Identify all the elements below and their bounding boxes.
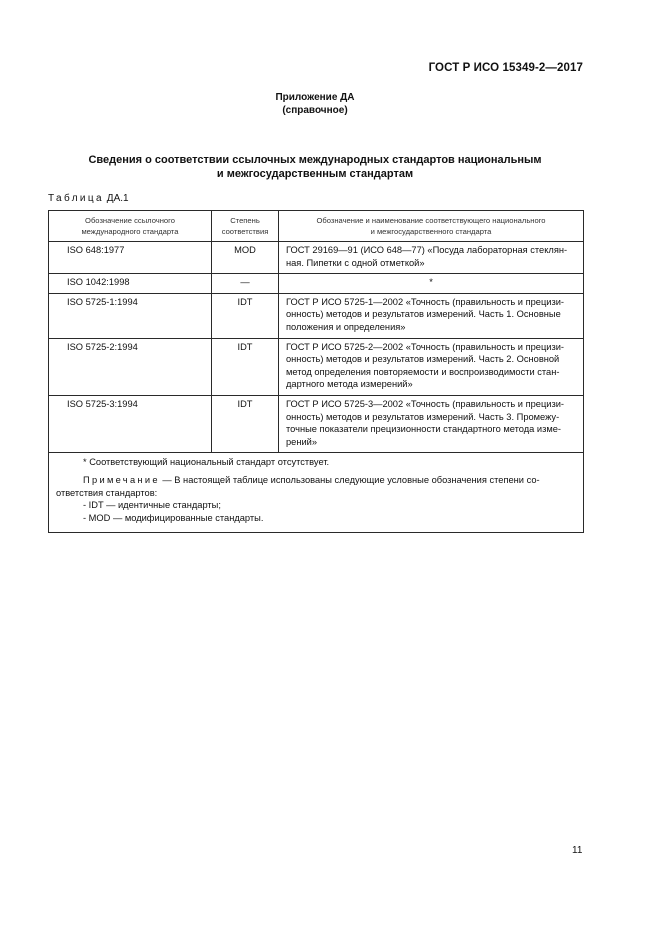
note-item-mod: - MOD — модифицированные стандарты.: [83, 512, 264, 523]
header-text: Степень: [230, 216, 260, 225]
national-standard-cell: [279, 395, 584, 452]
cell-line: положения и определения»: [286, 321, 406, 332]
note-text: — В настоящей таблице использованы следующие условные обозначения степени со-: [159, 474, 540, 485]
cell-line: ГОСТ Р ИСО 5725-3—2002 «Точность (правильность и прецизи-: [286, 398, 565, 409]
table-caption-word: Таблица: [48, 193, 105, 204]
degree-cell: IDT: [212, 338, 279, 395]
note-item-idt: - IDT — идентичные стандарты;: [83, 500, 221, 511]
header-text: и межгосударственного стандарта: [370, 227, 492, 236]
cell-line: ная. Пипетки с одной отметкой»: [286, 257, 425, 268]
reference-cell: ISO 648:1977: [49, 242, 212, 274]
table-row: [49, 395, 584, 452]
reference-cell: ISO 5725-3:1994: [49, 395, 212, 452]
table-footer-row: [49, 453, 584, 533]
table-notes-cell: [49, 453, 584, 533]
page-number: 11: [572, 845, 583, 856]
table-row: [49, 338, 584, 395]
document-code: ГОСТ Р ИСО 15349-2—2017: [428, 62, 583, 74]
header-reference-standard: [49, 211, 212, 242]
table-row: [49, 242, 584, 274]
reference-cell: ISO 5725-1:1994: [49, 293, 212, 338]
correspondence-table: [48, 210, 584, 533]
table-row: [49, 293, 584, 338]
note: [56, 474, 576, 487]
cell-line: рений»: [286, 436, 318, 447]
cell-line: ГОСТ Р ИСО 5725-1—2002 «Точность (правильность и прецизи-: [286, 296, 565, 307]
footnote: * Соответствующий национальный стандарт отсутствует.: [83, 457, 330, 468]
national-standard-cell: [279, 338, 584, 395]
note-text-continued: ответствия стандартов:: [56, 487, 158, 498]
note-label: Примечание: [83, 474, 160, 485]
national-standard-cell: [279, 274, 584, 294]
national-standard-cell: [279, 242, 584, 274]
table-row: [49, 274, 584, 294]
header-text: Обозначение ссылочного: [85, 216, 175, 225]
reference-cell: ISO 1042:1998: [49, 274, 212, 294]
cell-line: онность) методов и результатов измерений. Часть 3. Промежу-: [286, 411, 560, 422]
cell-line: ГОСТ 29169—91 (ИСО 648—77) «Посуда лабораторная стеклян-: [286, 245, 568, 255]
cell-line: *: [429, 277, 433, 288]
section-title-line-2: и межгосударственным стандартам: [216, 168, 414, 180]
cell-line: ГОСТ Р ИСО 5725-2—2002 «Точность (правильность и прецизи-: [286, 341, 565, 352]
table-header-row: [49, 211, 584, 242]
header-text: Обозначение и наименование соответствующего национального: [316, 216, 546, 225]
header-text: международного стандарта: [81, 227, 179, 236]
header-national-standard: [279, 211, 584, 242]
national-standard-cell: [279, 293, 584, 338]
header-degree: [212, 211, 279, 242]
appendix-heading: [0, 91, 630, 117]
degree-cell: IDT: [212, 293, 279, 338]
table-caption-id: ДА.1: [106, 193, 129, 204]
cell-line: онность) методов и результатов измерений. Часть 2. Основной: [286, 354, 560, 365]
header-text: соответствия: [221, 227, 269, 236]
cell-line: метод определения повторяемости и воспроизводимости стан-: [286, 366, 560, 377]
cell-line: дартного метода измерений»: [286, 379, 413, 390]
table-caption: [48, 193, 129, 204]
appendix-title: Приложение ДА: [275, 92, 355, 103]
degree-cell: MOD: [212, 242, 279, 274]
reference-cell: ISO 5725-2:1994: [49, 338, 212, 395]
section-title-line-1: Сведения о соответствии ссылочных международных стандартов национальным: [88, 154, 542, 166]
degree-cell: IDT: [212, 395, 279, 452]
cell-line: точные показатели прецизионности стандартного метода изме-: [286, 424, 561, 435]
appendix-subtitle: (справочное): [282, 105, 348, 116]
degree-cell: —: [212, 274, 279, 294]
section-title: [0, 153, 630, 181]
cell-line: онность) методов и результатов измерений. Часть 1. Основные: [286, 309, 561, 320]
